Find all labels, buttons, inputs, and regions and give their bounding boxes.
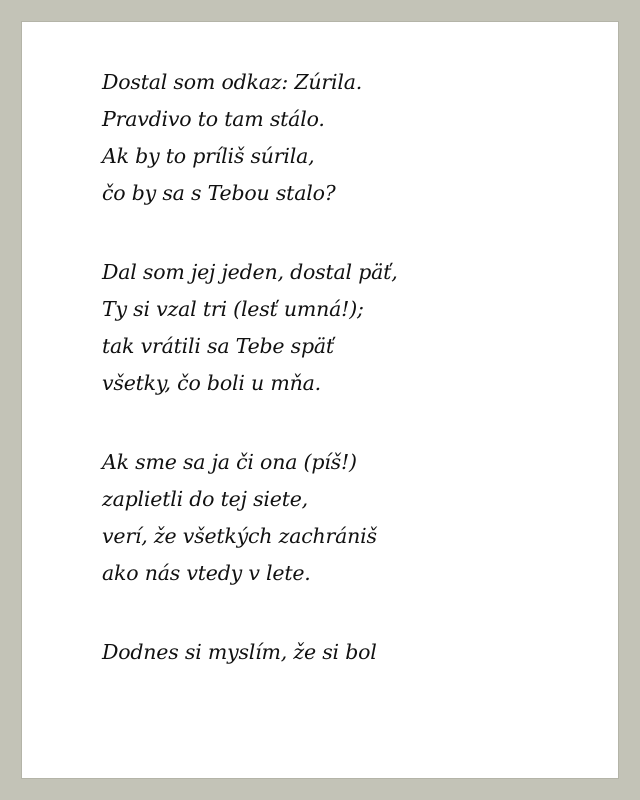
poem-line: verí, že všetkých zachrániš — [102, 524, 377, 548]
poem-line: tak vrátili sa Tebe späť — [102, 334, 334, 358]
poem-line: čo by sa s Tebou stalo? — [102, 181, 336, 205]
poem-line: Ak sme sa ja či ona (píš!) — [102, 450, 357, 474]
poem — [102, 64, 582, 671]
stanza-2 — [102, 254, 582, 402]
stanza-1 — [102, 64, 582, 212]
poem-line: zaplietli do tej siete, — [102, 487, 308, 511]
poem-line: Pravdivo to tam stálo. — [102, 107, 325, 131]
stanza-4 — [102, 634, 582, 671]
poem-line: Dodnes si myslím, že si bol — [102, 640, 377, 664]
poem-line: všetky, čo boli u mňa. — [102, 371, 321, 395]
poem-line: Dal som jej jeden, dostal päť, — [102, 260, 398, 284]
poem-line: ako nás vtedy v lete. — [102, 561, 311, 585]
poem-line: Ak by to príliš súrila, — [102, 144, 315, 168]
stanza-3 — [102, 444, 582, 592]
poem-line: Dostal som odkaz: Zúrila. — [102, 70, 363, 94]
poem-line: Ty si vzal tri (lesť umná!); — [102, 297, 364, 321]
document-page — [22, 22, 618, 778]
